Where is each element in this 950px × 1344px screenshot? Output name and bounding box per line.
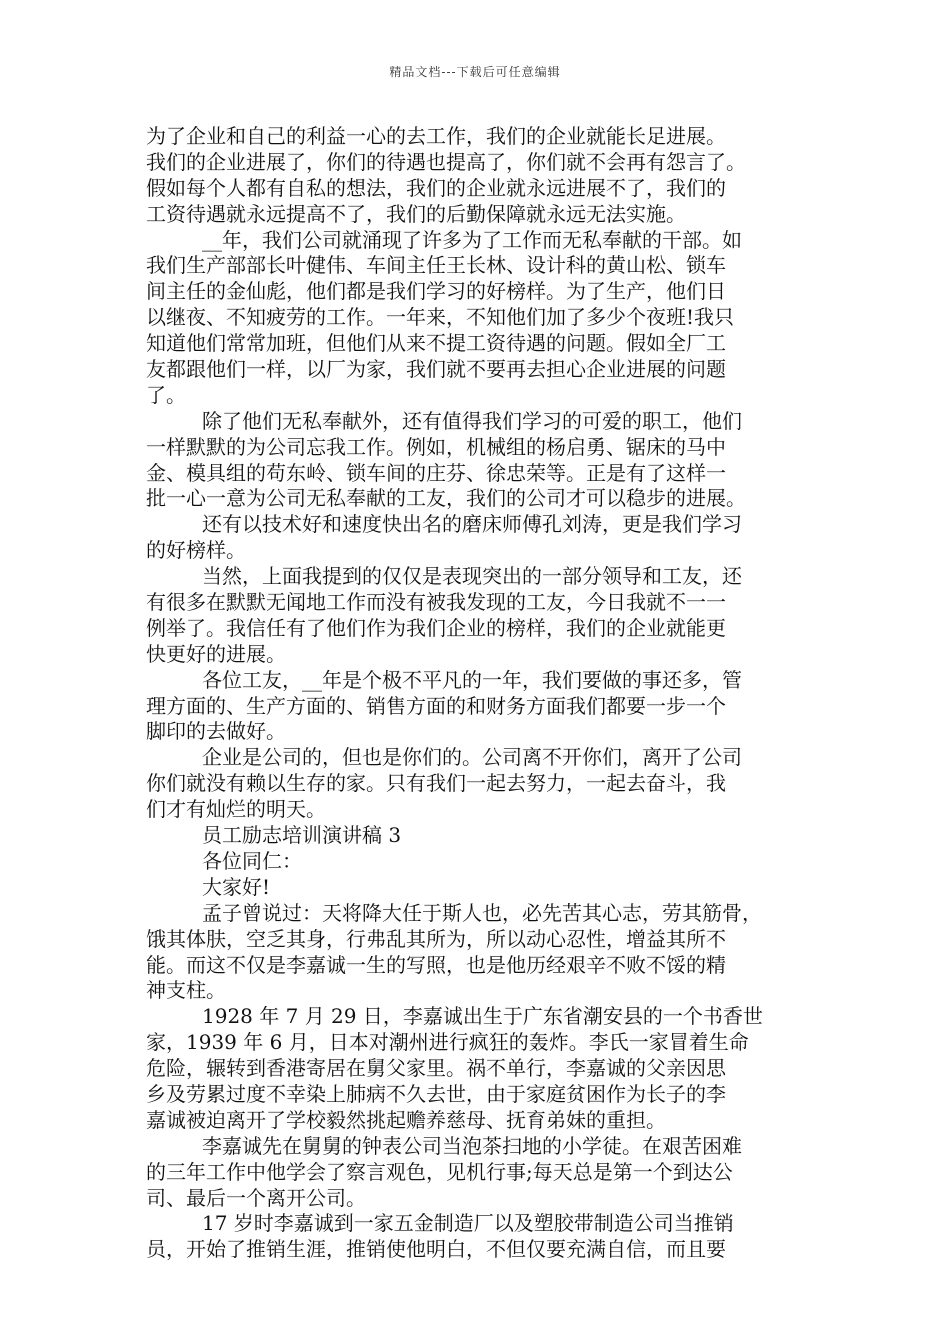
text-line: 我们生产部部长叶健伟、车间主任王长林、设计科的黄山松、锁车 xyxy=(146,253,726,278)
text-line: 各位同仁： xyxy=(202,848,302,873)
text-line: 快更好的进展。 xyxy=(146,641,286,666)
document-body xyxy=(146,124,826,1263)
text-line: 假如每个人都有自私的想法，我们的企业就永远进展不了，我们的 xyxy=(146,175,726,200)
text-line: 危险，辗转到香港寄居在舅父家里。祸不单行，李嘉诚的父亲因思 xyxy=(146,1056,726,1081)
text-line: 还有以技术好和速度快出名的磨床师傅孔刘涛，更是我们学习 xyxy=(202,512,742,537)
text-line: 大家好! xyxy=(202,874,271,899)
text-line: 1928 年 7 月 29 日，李嘉诚出生于广东省潮安县的一个书香世 xyxy=(202,1004,763,1029)
text-line: 一样默默的为公司忘我工作。例如，机械组的杨启勇、锯床的马中 xyxy=(146,434,726,459)
text-line: 能。而这不仅是李嘉诚一生的写照，也是他历经艰辛不败不馁的精 xyxy=(146,952,726,977)
text-line: 司、最后一个离开公司。 xyxy=(146,1185,366,1210)
text-line: 理方面的、生产方面的、销售方面的和财务方面我们都要一步一个 xyxy=(146,693,726,718)
text-line: 你们就没有赖以生存的家。只有我们一起去努力，一起去奋斗，我 xyxy=(146,771,726,796)
text-line: 例举了。我信任有了他们作为我们企业的榜样，我们的企业就能更 xyxy=(146,615,726,640)
text-line: 脚印的去做好。 xyxy=(146,719,286,744)
text-line: 员，开始了推销生涯，推销使他明白，不但仅要充满自信，而且要 xyxy=(146,1237,726,1262)
text-line: 友都跟他们一样，以厂为家，我们就不要再去担心企业进展的问题 xyxy=(146,357,726,382)
text-line: 以继夜、不知疲劳的工作。一年来，不知他们加了多少个夜班!我只 xyxy=(146,305,735,330)
text-line: 孟子曾说过：天将降大任于斯人也，必先苦其心志，劳其筋骨， xyxy=(202,900,762,925)
text-line: __年，我们公司就涌现了许多为了工作而无私奉献的干部。如 xyxy=(202,227,742,252)
text-line: 当然，上面我提到的仅仅是表现突出的一部分领导和工友，还 xyxy=(202,564,742,589)
text-line: 的好榜样。 xyxy=(146,538,246,563)
text-line: 们才有灿烂的明天。 xyxy=(146,797,326,822)
text-line: 金、模具组的苟东岭、锁车间的庄芬、徐忠荣等。正是有了这样一 xyxy=(146,460,726,485)
text-line: 除了他们无私奉献外，还有值得我们学习的可爱的职工，他们 xyxy=(202,408,742,433)
text-line: 李嘉诚先在舅舅的钟表公司当泡茶扫地的小学徒。在艰苦困难 xyxy=(202,1133,742,1158)
text-line: 知道他们常常加班，但他们从来不提工资待遇的问题。假如全厂工 xyxy=(146,331,726,356)
text-line: 批一心一意为公司无私奉献的工友，我们的公司才可以稳步的进展。 xyxy=(146,486,746,511)
text-line: 我们的企业进展了，你们的待遇也提高了，你们就不会再有怨言了。 xyxy=(146,149,746,174)
text-line: 有很多在默默无闻地工作而没有被我发现的工友，今日我就不一一 xyxy=(146,590,726,615)
text-line: 为了企业和自己的利益一心的去工作，我们的企业就能长足进展。 xyxy=(146,124,726,148)
text-line: 间主任的金仙彪，他们都是我们学习的好榜样。为了生产，他们日 xyxy=(146,279,726,304)
text-line: 乡及劳累过度不幸染上肺病不久去世，由于家庭贫困作为长子的李 xyxy=(146,1081,726,1106)
text-line: 17 岁时李嘉诚到一家五金制造厂以及塑胶带制造公司当推销 xyxy=(202,1211,734,1236)
text-line: 各位工友，__年是个极不平凡的一年，我们要做的事还多，管 xyxy=(202,667,742,692)
page-header: 精品文档---下载后可任意编辑 xyxy=(389,65,561,79)
text-line: 员工励志培训演讲稿 3 xyxy=(202,823,402,848)
text-line: 嘉诚被迫离开了学校毅然挑起赡养慈母、抚育弟妹的重担。 xyxy=(146,1107,666,1132)
text-line: 饿其体肤，空乏其身，行弗乱其所为，所以动心忍性，增益其所不 xyxy=(146,926,726,951)
text-line: 家，1939 年 6 月，日本对潮州进行疯狂的轰炸。李氏一家冒着生命 xyxy=(146,1030,749,1055)
text-line: 企业是公司的，但也是你们的。公司离不开你们，离开了公司 xyxy=(202,745,742,770)
text-line: 的三年工作中他学会了察言观色，见机行事;每天总是第一个到达公 xyxy=(146,1159,733,1184)
text-line: 了。 xyxy=(146,382,186,407)
text-line: 工资待遇就永远提高不了，我们的后勤保障就永远无法实施。 xyxy=(146,201,686,226)
text-line: 神支柱。 xyxy=(146,978,226,1003)
